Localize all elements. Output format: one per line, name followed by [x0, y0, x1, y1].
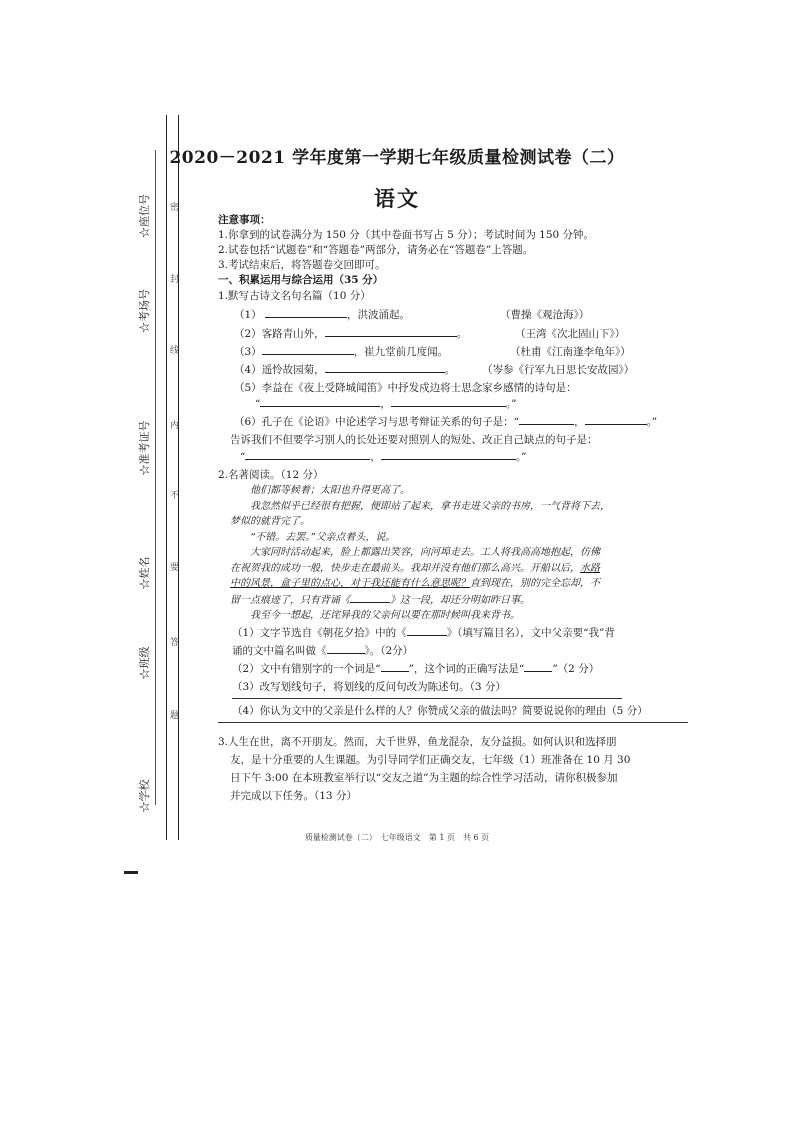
passage-text: 在祝贺我的成功一般，快步走在最前头。我却并没有他们那么高兴。开船以后， — [230, 562, 580, 574]
question-title: 1.默写古诗文名句名篇（10 分） — [218, 290, 371, 302]
comma: ， — [380, 398, 391, 410]
school-label: ☆学校 — [138, 779, 151, 813]
question-text: （1）文字节选自《朝花夕拾》中的《 — [232, 627, 407, 639]
binding-line-outer — [166, 115, 167, 840]
quote-mark: “ — [240, 451, 246, 463]
seal-mark: 封 — [170, 275, 180, 285]
answer-line — [232, 698, 622, 699]
answer-blank — [325, 326, 457, 337]
scan-mark — [124, 871, 138, 874]
q3-line: 3.人生在世，离不开朋友。然而，大千世界，鱼龙混杂，友分益损。如何认识和选择朋 — [218, 736, 617, 748]
q3-line: 并完成以下任务。（13 分） — [230, 790, 357, 802]
poem-line-6-answer — [240, 449, 527, 464]
answer-line — [218, 722, 688, 723]
reading-question-1 — [232, 625, 615, 640]
question-text: ”（2 分） — [552, 663, 600, 675]
poem-line-1 — [234, 307, 410, 322]
admission-number-label: ☆准考证号 — [138, 420, 151, 476]
comma: ， — [370, 451, 381, 463]
field-line — [155, 150, 156, 805]
answer-blank — [327, 643, 365, 654]
poem-text: 。 — [444, 364, 456, 376]
poem-source: （王湾《次北固山下》） — [515, 328, 626, 340]
passage-line — [230, 576, 650, 592]
reading-question-3: （3）改写划线句子，将划线的反问句改为陈述句。（3 分） — [232, 681, 506, 693]
poem-text: 遥怜故园菊， — [261, 364, 325, 376]
answer-blank — [350, 592, 390, 603]
answer-blank — [585, 414, 647, 425]
exam-title: 2020－2021 学年度第一学期七年级质量检测试卷（二） — [169, 148, 625, 168]
item-number: （2） — [234, 328, 262, 340]
notes-heading: 注意事项： — [218, 214, 271, 226]
quote-mark: 。” — [505, 398, 517, 410]
seal-mark: 要 — [170, 563, 180, 573]
answer-blank — [381, 449, 516, 460]
passage-line: 我至今一想起，还诧异我的父亲何以要在那时候叫我来背书。 — [250, 610, 520, 621]
seal-mark: 密 — [170, 203, 180, 213]
poem-source: （杜甫《江南逢李龟年》） — [510, 346, 631, 358]
seal-mark: 不 — [170, 491, 180, 501]
poem-text: ，洪波涌起。 — [347, 309, 411, 321]
seal-mark: 题 — [170, 711, 180, 721]
underlined-text: 中的风景，盒子里的点心， — [230, 578, 350, 589]
underlined-text: 对于我还能有什么意思呢？ — [350, 578, 470, 589]
question-text: （2）文中有错别字的一个词是“ — [232, 663, 381, 675]
passage-text: 留一点痕迹了，只有背诵《 — [230, 594, 350, 606]
comma: ， — [574, 416, 585, 428]
poem-source: （岑参《行军九日思长安故园》） — [482, 364, 635, 376]
poem-line-5-answer — [255, 396, 517, 411]
poem-line-6 — [234, 414, 657, 429]
answer-blank — [262, 344, 354, 355]
q3-line: 友，是十分重要的人生课题。为引导同学们正确交友，七年级（1）班准备在 10 月 30 — [230, 754, 631, 766]
notes-item: 2.试卷包括“试题卷”和“答题卷”两部分，请务必在“答题卷”上答题。 — [218, 244, 534, 256]
reading-question-4: （4）你认为文中的父亲是什么样的人？你赞成父亲的做法吗？简要说说你的理由（5 分） — [232, 705, 648, 717]
poem-text: 客路青山外， — [261, 328, 325, 340]
poem-line-5: （5）李益在《夜上受降城闻笛》中抒发戍边将士思念家乡感情的诗句是： — [234, 382, 577, 394]
poem-line-4 — [234, 362, 455, 377]
seat-number-label: ☆座位号 — [138, 194, 151, 238]
poem-line-3 — [234, 344, 448, 359]
question-text: 》（填写篇目名），文中父亲要“我”背 — [446, 627, 615, 639]
question-text: 诵的文中篇名叫做《 — [232, 645, 327, 657]
passage-text: 》这一段，却还分明如昨日事。 — [390, 594, 530, 606]
section-heading: 一、积累运用与综合运用（35 分） — [218, 274, 384, 286]
answer-blank — [260, 396, 380, 407]
question-3 — [218, 733, 688, 805]
quote-mark: 。” — [515, 451, 527, 463]
subject-title: 语文 — [374, 186, 420, 211]
passage-line — [230, 561, 650, 577]
seal-mark: 答 — [170, 638, 180, 648]
passage-line: “不错。去罢。”父亲点着头，说。 — [250, 531, 396, 543]
answer-blank — [265, 307, 347, 318]
poem-source: （曹操《观沧海》） — [500, 309, 590, 321]
underlined-text: 水路 — [580, 562, 600, 574]
question-text: （6）孔子在《论语》中论述学习与思考辩证关系的句子是：“ — [234, 416, 520, 428]
reading-question-1b — [232, 643, 413, 658]
answer-blank — [325, 362, 445, 373]
poem-line-6b: 告诉我们不但要学习别人的长处还要对照别人的短处、改正自己缺点的句子是： — [230, 434, 598, 446]
question-text: 》。（2分） — [364, 645, 414, 657]
notes-item: 1.你拿到的试卷满分为 150 分（其中卷面书写占 5 分）；考试时间为 150 分钟。 — [218, 229, 595, 241]
quote-mark: “ — [255, 398, 261, 410]
item-number: （4） — [234, 364, 262, 376]
answer-blank — [524, 661, 552, 672]
poem-line-2 — [234, 326, 467, 341]
answer-blank — [407, 625, 447, 636]
seal-mark: 线 — [170, 346, 180, 356]
reading-question-2 — [232, 661, 599, 676]
name-label: ☆姓名 — [138, 556, 151, 590]
passage-text: 直到现在，别的完全忘却，不 — [470, 578, 600, 589]
reading-passage — [230, 483, 650, 624]
passage-line: 他们都等候着；太阳也升得更高了。 — [250, 485, 410, 496]
exam-room-label: ☆考场号 — [138, 289, 151, 333]
question-title: 2.名著阅读。（12 分） — [218, 469, 324, 481]
answer-blank — [381, 661, 409, 672]
question-text: ”，这个词的正确写法是“ — [408, 663, 525, 675]
item-number: （1） — [234, 309, 262, 321]
class-label: ☆班级 — [138, 646, 151, 680]
item-number: （3） — [234, 346, 262, 358]
q3-line: 日下午 3:00 在本班教室举行以“交友之道”为主题的综合性学习活动，请你积极参加 — [230, 772, 618, 784]
poem-text: 。 — [456, 328, 468, 340]
notes-item: 3.考试结束后，将答题卷交回即可。 — [218, 259, 386, 271]
binding-line-inner — [178, 115, 179, 840]
answer-blank — [391, 396, 506, 407]
passage-line: 我忽然似乎已经很有把握，便即站了起来，拿书走进父亲的书房，一气背将下去， — [250, 500, 610, 512]
answer-blank — [245, 449, 370, 460]
page-footer: 质量检测试卷（二） 七年级语文 第 1 页 共 6 页 — [304, 833, 490, 842]
passage-line: 梦似的就背完了。 — [230, 516, 310, 527]
poem-text: ，崔九堂前几度闻。 — [353, 346, 449, 358]
passage-line: 大家同时活动起来，脸上都露出笑容，向河埠走去。工人将我高高地抱起，仿佛 — [250, 547, 600, 558]
quote-mark: 。” — [646, 416, 658, 428]
answer-blank — [519, 414, 574, 425]
passage-line — [230, 592, 650, 609]
seal-mark: 内 — [170, 421, 180, 431]
